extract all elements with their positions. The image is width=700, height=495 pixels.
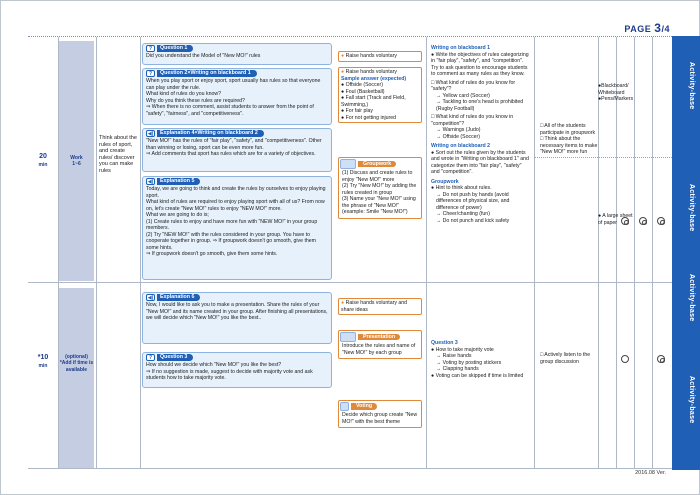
board-notes-q3: Question 3 ● How to take majority vote → Raise hands → Voting by posting stickers → Clapping hands ● Voting can be skipped if time is limited [431,340,524,379]
double-circle-mark [639,217,647,225]
paper-material: ● A large sheet of paper [598,213,633,226]
voting-box: Voting Decide which group create "New MO!" with the best theme [338,400,422,428]
sidebar-label: Activity-base [688,62,695,110]
version-label: 2016.08 Ver. [635,470,666,477]
question-icon: ? [146,45,155,52]
response-2: ● Raise hands voluntary Sample answer (expected) ● Offside (Soccer) ● Foul (Basketball) ● Fall start (Track and Field, Swimming,) ● For fair play ● For not getting injured [338,67,422,123]
double-circle-mark [657,355,665,363]
presentation-image-icon [340,332,356,342]
groupwork-box: Groupwork (1) Discuss and create rules to enjoy "New MO!" more (2) Try "New MO!" by adding the rules created in group (3) Name your "New MO!" using the phrase of "New MO!" (example: Smile "New MO!") [338,157,422,219]
row-divider [534,157,672,158]
question-2-block: ? Question 2×Writing on blackboard 1 When you play sport or enjoy sport, sport usually has rules so that everyone can play under the rule. What kind of rules do you know? Why do you think these rules are required? ⇒ When there is no comment, assist students to answer from the point of "safety", "fairness", and "competitiveness". [142,68,332,125]
work-cell: Work 1~6 [59,41,94,281]
voting-image-icon [340,402,349,411]
double-circle-mark [621,217,629,225]
work-cell: (optional) *Add if time is available [59,288,94,468]
question-icon: ? [146,354,155,361]
speaker-icon: ◀) [147,179,154,185]
explanation-4-block: ◀) Explanation 4×Writing on blackboard 2 "New MO!" has the rules of "fair play", "safety", and "competitiveness". Other than winning or losing, sport can be even more fun. ⇒ Add comments that sport has rules which are for a variety of objectives. [142,128,332,172]
response-share: ● Raise hands voluntary and share ideas [338,298,422,315]
aim-text: Think about the rules of sport, and create rules/ discover you can make rules [99,135,137,174]
lesson-row [28,284,672,469]
speaker-icon: ◀) [147,131,154,137]
page-number: PAGE 3/4 [624,21,670,35]
explanation-5-block: ◀) Explanation 5 Today, we are going to think and create the rules by ourselves to enjoy playing sport. What kind of rules are required to enjoy playing sport with all of us? From now on, let's create "New MO!" rules to enjoy "NEW MO!" more. What we are going to do is; (1) Create rules to enjoy and have more fun with "NEW MO!" in your group members. (2) Try "NEW MO!" with the rules considered in your group. You have to cooperate together in group. ⇒ If groupwork doesn't go smooth, give them some hints. ⇒ If groupwork doesn't go smooth, give them some hints. [142,176,332,280]
sidebar-label: Activity-base [688,274,695,322]
speaker-icon: ◀) [147,295,154,301]
blackboard-notes: Writing on blackboard 1 ● Write the objectives of rules categorizing in "fair play", "safety", and "competition". Try to ask question to encourage students to comment as many rules as they know. □ What kind of rules do you know for "safety"? → Yellow card (Soccer) → Tackling to one's head is prohibited (Rugby Football) □ What kind of rules do you know in "competition"? → Warnings (Judo) → Offside (Soccer) Writing on blackboard 2 ● Sort out the rules given by the students and wrote in "Writing on blackboard 1" and categorize them into "fair play", "safety" and "competition". Groupwork ● Hint to think about rules. → Do not push by hands (avoid differences of physical size, and difference of power) → Cheer/chanting (fun) → Do not punch and kick safety [431,45,529,224]
circle-mark [621,355,629,363]
time-cell: 20 min [38,153,48,168]
sidebar-label: Activity-base [688,184,695,232]
response-1: ● Raise hands voluntary [338,51,422,62]
lesson-table [28,37,672,469]
group-image-icon [340,159,356,169]
evaluation-point: □ Actively listen to the group discussion [540,352,591,365]
sidebar-label: Activity-base [688,376,695,424]
lesson-row [28,37,672,283]
presentation-box: Presentation Introduce the rules and name of "New MO!" by each group [338,330,422,359]
explanation-6-block: ◀) Explanation 6 Now, I would like to ask you to make a presentation. Share the rules of your "New MO!" and its name created in your group. After finishing all presentations, we will decide which "New MO!" you like the best.. [142,292,332,344]
materials-list: ●Blackboard/ Whiteboard ●Pens/Markers [598,83,634,102]
time-cell: *10 min [37,354,49,369]
question-3-block: ? Question 3 How should we decide which "New MO!" you like the best? ⇒ If no suggestion is made, suggest to decide with majority vote and ask students how to take majority vote. [142,352,332,388]
double-circle-mark [657,217,665,225]
sidebar [672,36,700,470]
evaluation-points: □ All of the students participate in groupwork □ Think about the necessary items to make "New MO!" more fun [540,123,598,155]
question-1-block: ? Question 1 Did you understand the Model of "New MO!" rules [142,43,332,65]
question-icon: ? [146,70,155,77]
